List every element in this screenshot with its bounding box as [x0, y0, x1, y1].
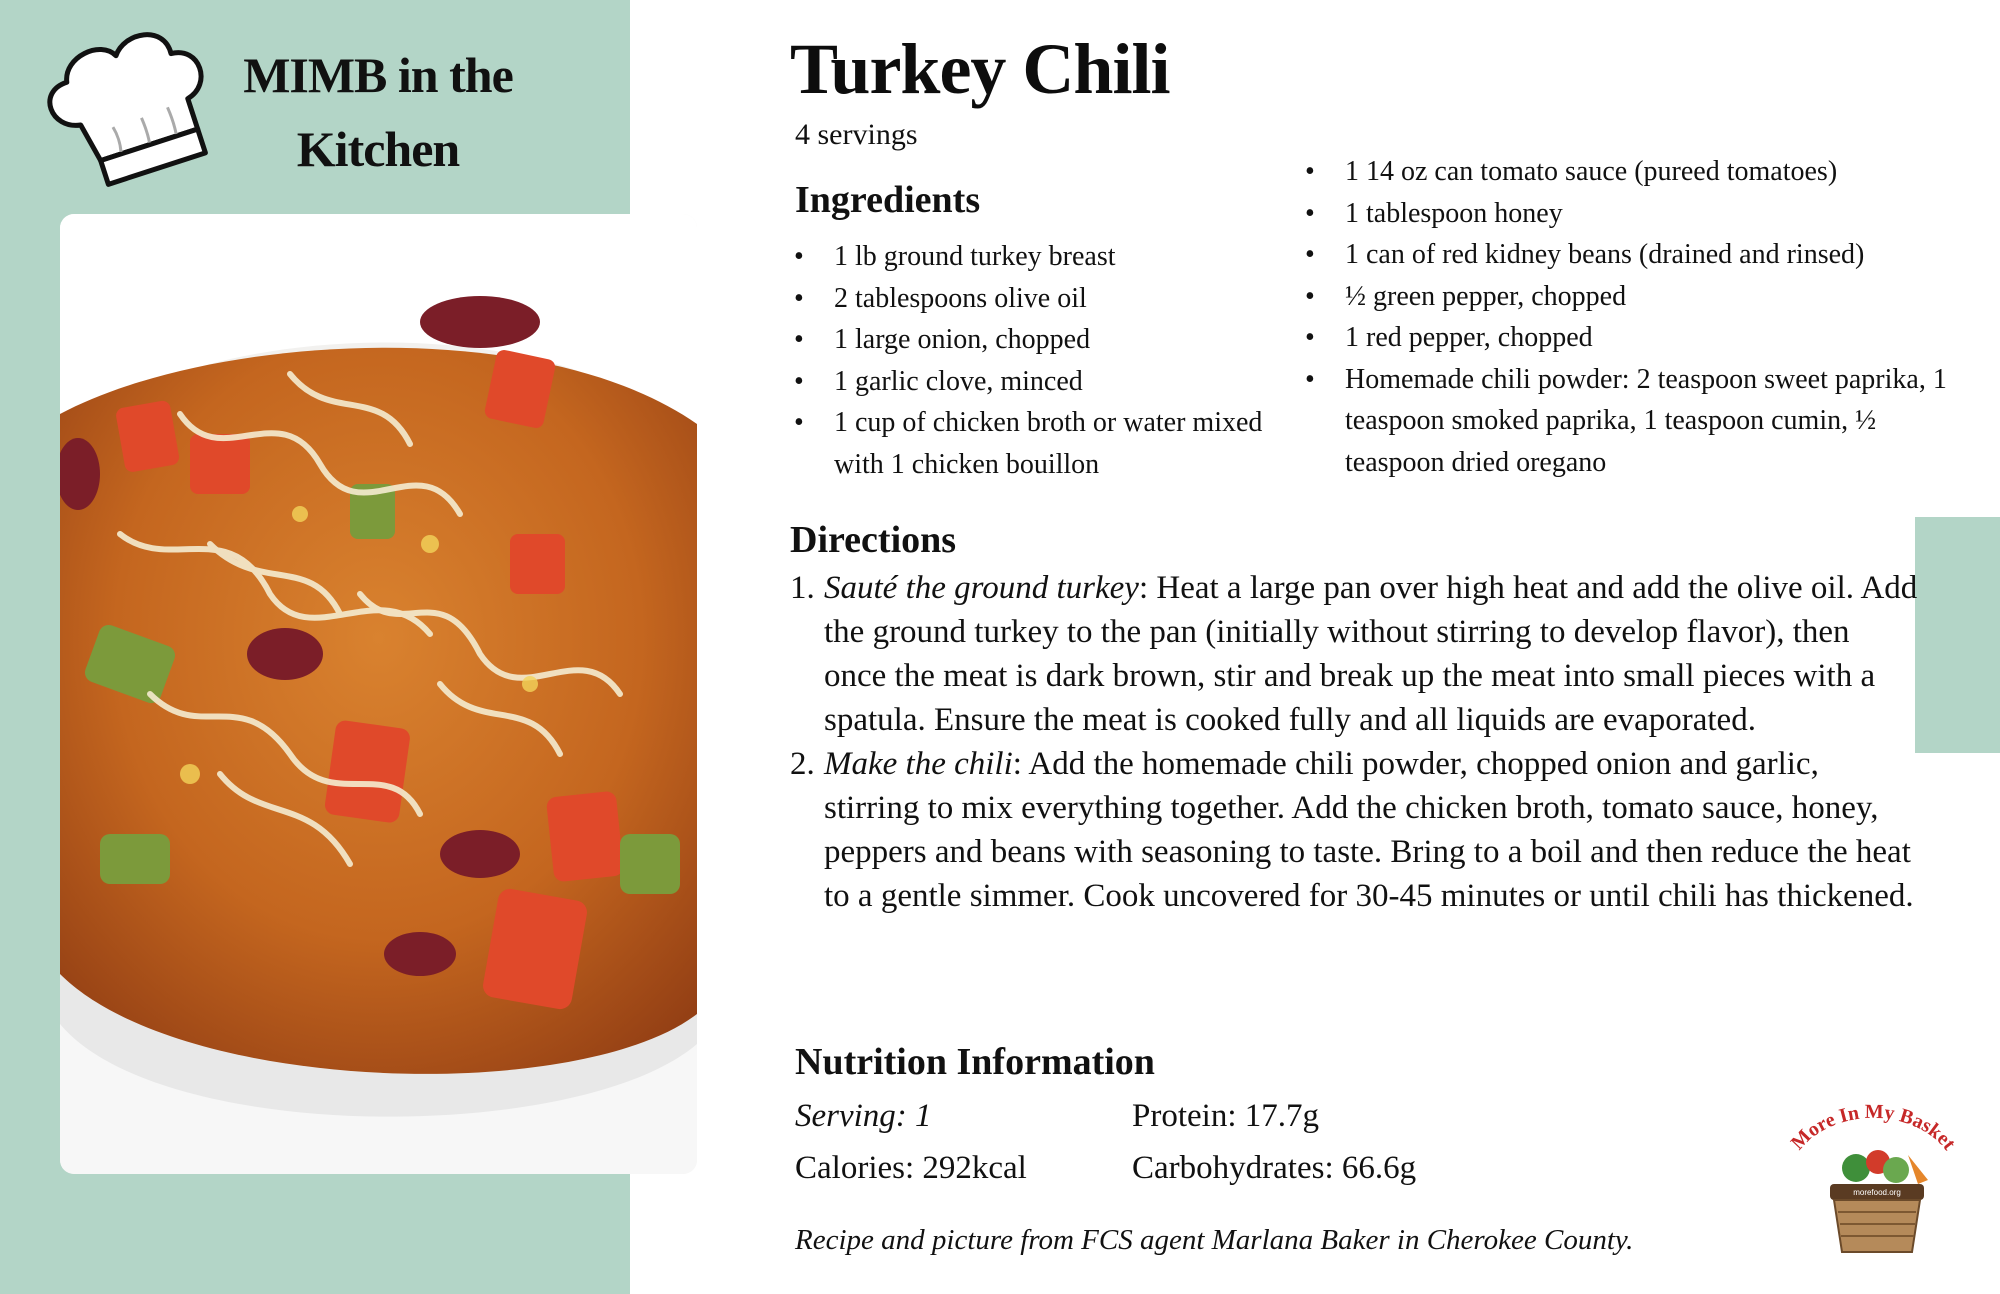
ingredient-item: • 1 14 oz can tomato sauce (pureed tomatoes) — [1305, 151, 1955, 193]
ingredient-item: • 2 tablespoons olive oil — [794, 278, 1264, 320]
ingredient-item: • 1 red pepper, chopped — [1305, 317, 1955, 359]
ingredient-item: • 1 cup of chicken broth or water mixed with 1 chicken bouillon — [794, 402, 1264, 485]
brand-line-2: Kitchen — [296, 121, 460, 177]
logo-url: morefood.org — [1853, 1188, 1901, 1197]
chili-bowl-photo — [60, 214, 697, 1174]
direction-step — [790, 566, 1920, 742]
step-title: Make the chili — [824, 746, 1013, 782]
servings: 4 servings — [795, 118, 918, 151]
chef-hat-icon — [38, 28, 228, 188]
ingredients-list-left — [794, 236, 1264, 485]
ingredient-item: • 1 garlic clove, minced — [794, 361, 1264, 403]
ingredient-item: • 1 lb ground turkey breast — [794, 236, 1264, 278]
ingredients-list-right — [1305, 151, 1955, 483]
step-text: : Heat a large pan over high heat and add the olive oil. Add the ground turkey to the pan (initially without stirring to develop flavor), then once the meat is dark brown, stir and break up the meat into small pieces with a spatula. Ensure the meat is cooked fully and all liquids are evaporated. — [824, 570, 1918, 738]
recipe-title: Turkey Chili — [790, 29, 1170, 109]
nutrition-heading: Nutrition Information — [795, 1041, 1155, 1083]
nutrition-carbohydrates: Carbohydrates: 66.6g — [1132, 1150, 1417, 1186]
ingredient-item: • Homemade chili powder: 2 teaspoon sweet paprika, 1 teaspoon smoked paprika, 1 teaspoon cumin, ½ teaspoon dried oregano — [1305, 359, 1955, 484]
ingredient-item: • ½ green pepper, chopped — [1305, 276, 1955, 318]
step-title: Sauté the ground turkey — [824, 570, 1139, 606]
basket-logo — [1778, 1100, 1968, 1260]
ingredients-heading: Ingredients — [795, 179, 981, 221]
logo-text: More In My Basket — [1786, 1100, 1960, 1155]
step-number: 1. — [790, 570, 815, 606]
brand-title — [228, 38, 528, 186]
nutrition-serving: Serving: 1 — [795, 1098, 932, 1134]
step-number: 2. — [790, 746, 815, 782]
directions-heading: Directions — [790, 519, 957, 561]
brand-line-1: MIMB in the — [243, 47, 513, 103]
direction-step — [790, 742, 1920, 918]
ingredient-item: • 1 tablespoon honey — [1305, 193, 1955, 235]
directions-list — [790, 566, 1920, 918]
accent-tab — [1915, 517, 2000, 753]
recipe-credit: Recipe and picture from FCS agent Marlana Baker in Cherokee County. — [795, 1224, 1634, 1256]
step-text: : Add the homemade chili powder, chopped onion and garlic, stirring to mix everything together. Add the chicken broth, tomato sauce, honey, peppers and beans with seasoning to taste. Bring to a boil and then reduce the heat to a gentle simmer. Cook uncovered for 30-45 minutes or until chili has thickened. — [824, 746, 1914, 914]
nutrition-calories: Calories: 292kcal — [795, 1150, 1027, 1186]
ingredient-item: • 1 can of red kidney beans (drained and rinsed) — [1305, 234, 1955, 276]
ingredient-item: • 1 large onion, chopped — [794, 319, 1264, 361]
svg-text:More In My Basket — [1787, 1101, 1960, 1155]
nutrition-protein: Protein: 17.7g — [1132, 1098, 1319, 1134]
